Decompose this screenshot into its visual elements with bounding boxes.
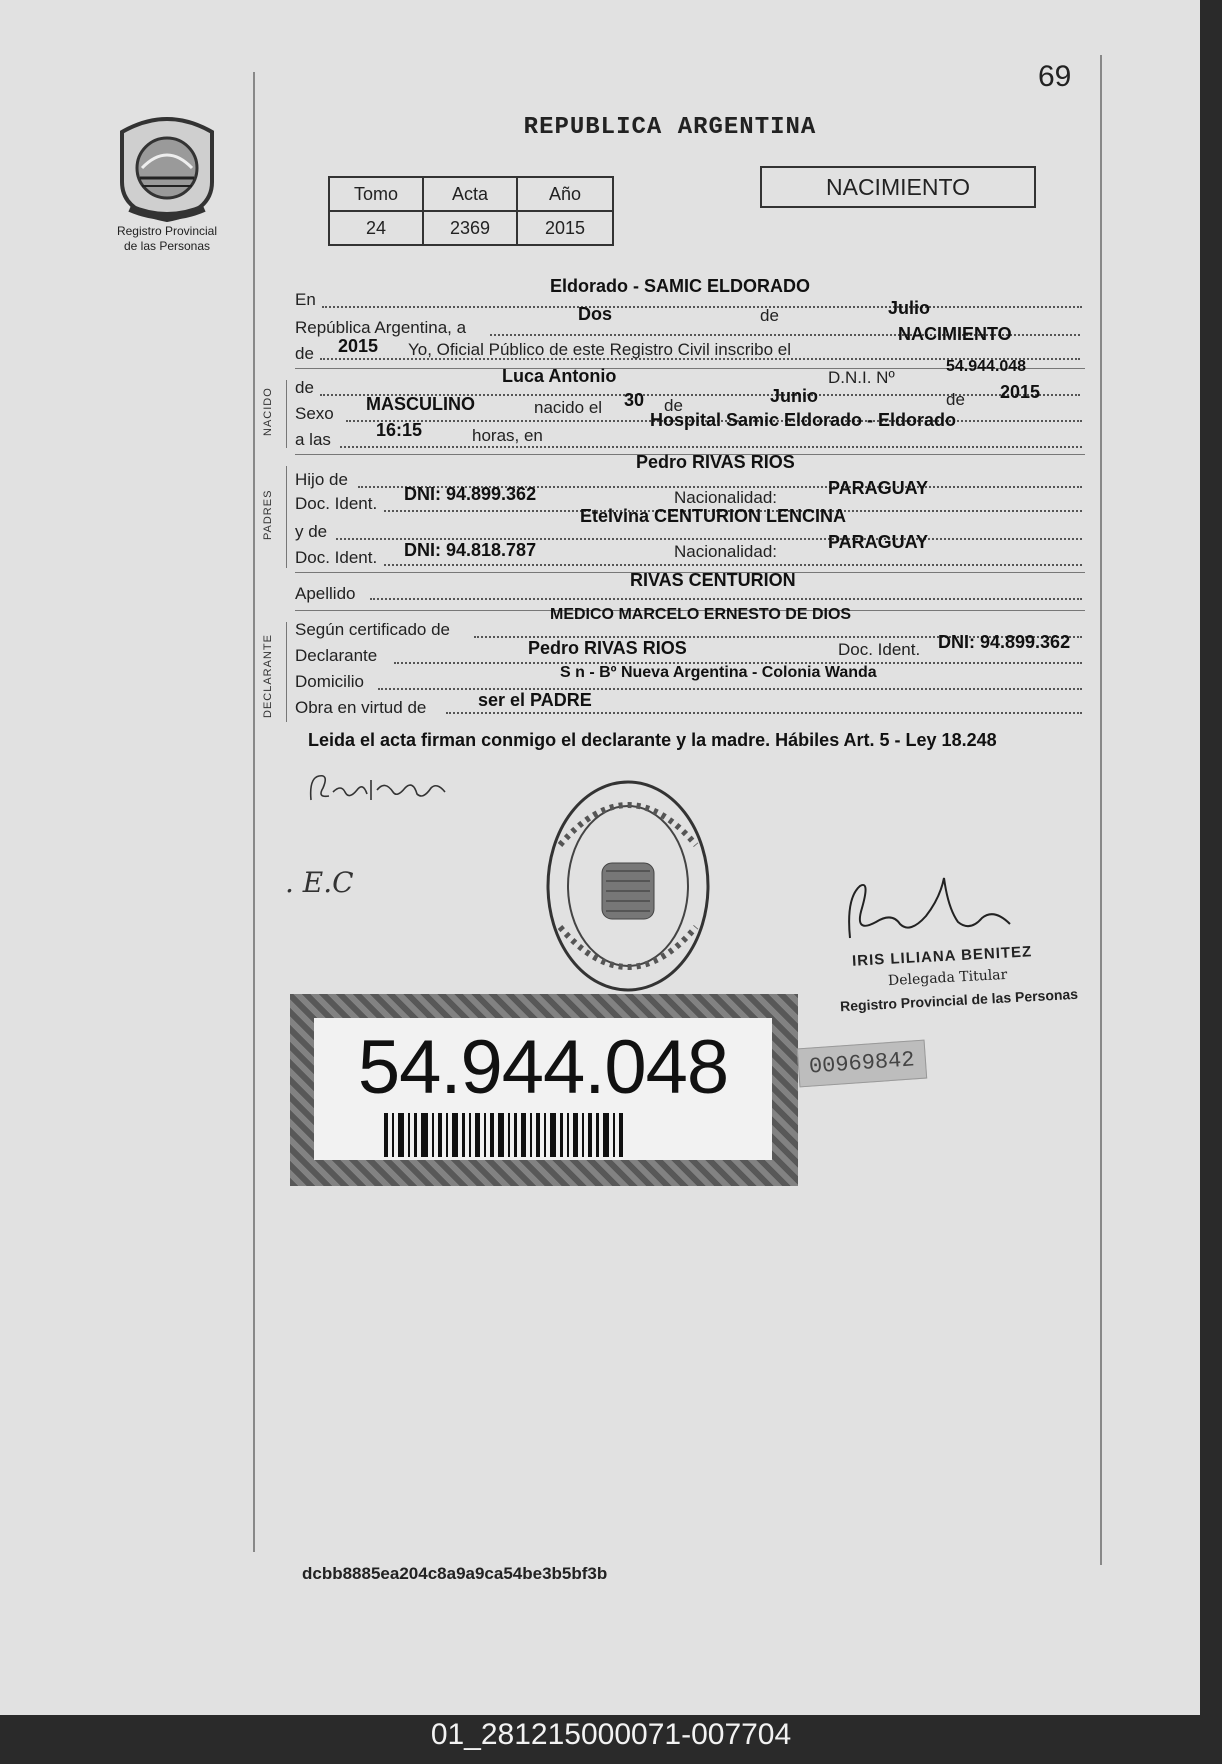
file-id: 01_281215000071-007704 [430,1718,792,1751]
de3-label: de [295,378,314,397]
declarante-section-label: DECLARANTE [262,634,274,718]
de4-label: de [664,396,683,415]
place-value: Eldorado - SAMIC ELDORADO [550,276,810,296]
birth-day-value: 30 [624,390,645,410]
province-emblem-icon [112,112,222,224]
table-header: Año [517,177,613,211]
nac2-label: Nacionalidad: [674,542,778,561]
record-type-box: NACIMIENTO [760,166,1036,208]
security-sticker [290,994,798,1186]
segun-value: MEDICO MARCELO ERNESTO DE DIOS [550,606,852,623]
birth-place-value: Hospital Samic Eldorado - Eldorado [650,410,957,430]
barcode-icon [384,1113,704,1157]
birth-month-value: Junio [770,386,818,406]
de5-label: de [946,390,965,409]
official-signature [840,868,1020,948]
section-bar [286,380,287,448]
registry-seal-icon [540,775,716,997]
doc1-label: Doc. Ident. [295,494,378,513]
table-header: Acta [423,177,517,211]
section-bar [286,622,287,722]
obra-value: ser el PADRE [478,690,592,710]
domicilio-label: Domicilio [295,672,364,691]
handwritten-mark: . E.C [285,866,354,899]
dotted-line [322,306,1082,308]
apellido-value: RIVAS CENTURION [630,570,796,590]
official-name: IRIS LILIANA BENITEZ [851,943,1033,970]
dotted-line [370,598,1082,600]
birth-year-value: 2015 [1000,382,1041,402]
nac2-value: PARAGUAY [828,532,929,552]
section-bar [286,466,287,568]
mother-value: Etelvina CENTURION LENCINA [580,506,847,526]
hijo-label: Hijo de [295,470,348,489]
republica-label: República Argentina, a [295,318,467,337]
de-label: de [760,306,779,325]
segun-label: Según certificado de [295,620,450,639]
doc1-value: DNI: 94.899.362 [404,484,537,504]
nacido-section-label: NACIDO [262,387,274,436]
table-header: Tomo [329,177,423,211]
sticker-label [314,1018,772,1160]
de2-label: de [295,344,314,363]
obra-label: Obra en virtud de [295,698,427,717]
dni-value: 54.944.048 [946,358,1027,375]
declarante-label: Declarante [295,646,378,665]
father-value: Pedro RIVAS RIOS [636,452,795,472]
year-value: 2015 [338,336,379,356]
left-margin-line [253,72,255,1552]
dotted-line [340,446,1082,448]
emblem-caption: Registro Provincial de las Personas [116,224,218,253]
inscribo-value: NACIMIENTO [898,324,1012,344]
en-label: En [295,290,316,309]
yo-label: Yo, Oficial Público de este Registro Civil inscribo el [408,340,791,359]
child-name-value: Luca Antonio [502,366,617,386]
official-office: Registro Provincial de las Personas [839,985,1079,1015]
domicilio-value: S n - Bº Nueva Argentina - Colonia Wanda [560,664,877,681]
a-las-label: a las [295,430,331,449]
right-margin-line [1100,55,1102,1565]
sexo-value: MASCULINO [366,394,475,414]
doc2-value: DNI: 94.818.787 [404,540,537,560]
document-title: REPUBLICA ARGENTINA [523,114,817,141]
day-value: Dos [578,304,613,324]
document-hash: dcbb8885ea204c8a9a9ca54be3b5bf3b [302,1564,608,1583]
doc2-label: Doc. Ident. [295,548,378,567]
horas-label: horas, en [472,426,543,445]
declarante-value: Pedro RIVAS RIOS [528,638,687,658]
stamp-number: 00969842 [797,1040,927,1088]
table-cell: 2015 [517,211,613,245]
sexo-label: Sexo [295,404,334,423]
hour-value: 16:15 [376,420,423,440]
declarant-signature [305,770,455,810]
table-cell: 24 [329,211,423,245]
official-role: Delegada Titular [887,966,1008,990]
dotted-line [446,712,1082,714]
sticker-number: 54.944.048 [357,1025,729,1110]
dni-label: D.N.I. Nº [828,368,895,387]
padres-section-label: PADRES [262,489,274,540]
page-number: 69 [1038,60,1072,93]
apellido-label: Apellido [295,584,356,603]
nac1-label: Nacionalidad: [674,488,778,507]
month-value: Julio [888,298,931,318]
dotted-line [384,564,1082,566]
doc3-value: DNI: 94.899.362 [938,632,1071,652]
nac1-value: PARAGUAY [828,478,929,498]
closing-text: Leida el acta firman conmigo el declarante y la madre. Hábiles Art. 5 - Ley 18.248 [308,730,997,750]
nacido-el-label: nacido el [534,398,603,417]
yde-label: y de [295,522,328,541]
doc3-label: Doc. Ident. [838,640,921,659]
table-cell: 2369 [423,211,517,245]
record-table [328,176,614,246]
